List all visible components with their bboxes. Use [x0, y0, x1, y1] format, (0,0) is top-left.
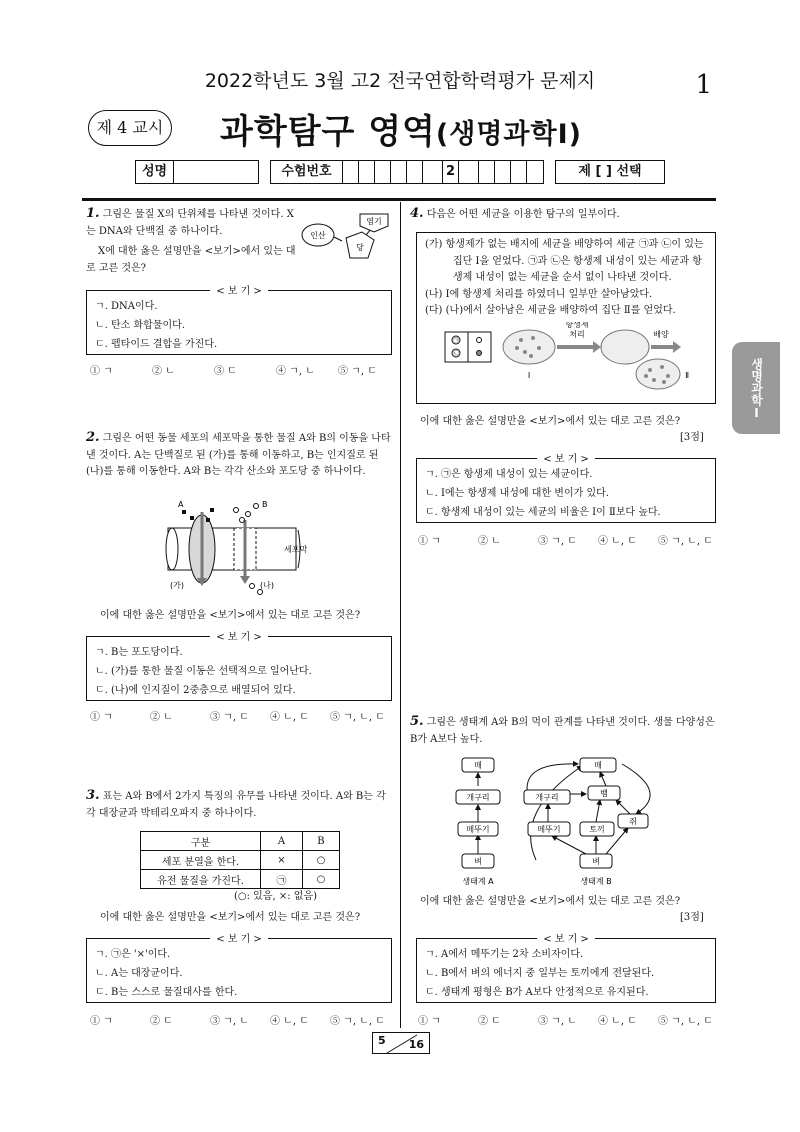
q4-bogi-box: < 보 기 > ㄱ. ㉠은 항생제 내성이 있는 세균이다. ㄴ. Ⅰ에는 항생제 내성에 대한 변이가 있다. ㄷ. 항생제 내성이 있는 세균의 비율은 Ⅰ이 Ⅱ보다 높다. [416, 458, 716, 523]
label-membrane: 세포막 [284, 545, 308, 554]
label-a: A [178, 500, 184, 509]
choice[interactable]: ① ㄱ [90, 1016, 113, 1027]
choice[interactable]: ④ ㄴ, ㄷ [598, 536, 637, 547]
bogi-item: ㄱ. ㉠은 '×'이다. [95, 949, 171, 960]
svg-text:Ⅱ: Ⅱ [685, 370, 689, 380]
bogi-item: ㄷ. 펩타이드 결합을 가진다. [95, 339, 218, 350]
q2-stem: 2. 그림은 어떤 동물 세포의 세포막을 통한 물질 A와 B의 이동을 나타낸 것이다. A는 단백질로 된 (가)를 통해 이동하고, B는 인지질로 된 (나)를 통해 이동한다. A와 B는 각각 산소와 포도당 중 하나이다. [86, 430, 391, 477]
bogi-item: ㄷ. B는 스스로 물질대사를 한다. [95, 987, 238, 998]
svg-text:처리: 처리 [569, 329, 585, 339]
choice[interactable]: ④ ㄱ, ㄴ [276, 366, 315, 377]
choice[interactable]: ④ ㄴ, ㄷ [270, 1016, 309, 1027]
exam-number-label: 수험번호 [271, 161, 343, 183]
label-base: 염기 [366, 217, 382, 226]
subject-sub: (생명과학Ⅰ) [435, 119, 582, 150]
page-counter [372, 1032, 430, 1054]
svg-text:Ⅰ: Ⅰ [527, 370, 531, 380]
bogi-item: ㄴ. Ⅰ에는 항생제 내성에 대한 변이가 있다. [425, 488, 609, 499]
table-header-row: 구분 A B [141, 832, 340, 851]
q2-bogi-box: < 보 기 > ㄱ. B는 포도당이다. ㄴ. (가)를 통한 물질 이동은 선택적으로 일어난다. ㄷ. (나)에 인지질이 2중층으로 배열되어 있다. [86, 636, 392, 701]
choice[interactable]: ① ㄱ [90, 712, 113, 723]
bogi-item: ㄱ. DNA이다. [95, 301, 158, 312]
subject-main: 과학탐구 영역 [220, 112, 436, 152]
page-number: 1 [695, 70, 712, 100]
choice[interactable]: ④ ㄴ, ㄷ [598, 1016, 637, 1027]
svg-text:㉠: ㉠ [452, 337, 460, 344]
q2-choices [90, 708, 394, 723]
label-sugar: 당 [356, 243, 364, 252]
nucleotide-diagram [300, 208, 395, 268]
q2-question: 이에 대한 옳은 설명만을 <보기>에서 있는 대로 고른 것은? [100, 610, 361, 621]
choice[interactable]: ④ ㄴ, ㄷ [270, 712, 309, 723]
choice[interactable]: ③ ㄱ, ㄴ [538, 1016, 577, 1027]
svg-text:매: 매 [594, 761, 602, 770]
choice[interactable]: ⑤ ㄱ, ㄴ, ㄷ [658, 536, 713, 547]
q5-choices [418, 1012, 722, 1027]
q5-question: 이에 대한 옳은 설명만을 <보기>에서 있는 대로 고른 것은? [420, 896, 681, 907]
table-row: 유전 물질을 가진다. ㉠ ○ [141, 870, 340, 889]
q3-question: 이에 대한 옳은 설명만을 <보기>에서 있는 대로 고른 것은? [100, 912, 361, 923]
bogi-item: ㄱ. B는 포도당이다. [95, 647, 183, 658]
bogi-item: ㄴ. B에서 벼의 에너지 중 일부는 토끼에게 전달된다. [425, 968, 655, 979]
svg-text:개구리: 개구리 [535, 793, 559, 802]
page-current: 5 [378, 1034, 386, 1047]
choice[interactable]: ③ ㄱ, ㄴ [210, 1016, 249, 1027]
table-row: 세포 분열을 한다. × ○ [141, 851, 340, 870]
choice[interactable]: ⑤ ㄱ, ㄴ, ㄷ [658, 1016, 713, 1027]
q3-table [140, 831, 340, 889]
q4-step-na: (나) Ⅰ에 항생제 처리를 하였더니 일부만 살아남았다. [425, 288, 653, 300]
svg-text:메뚜기: 메뚜기 [537, 825, 561, 834]
q5-food-web-figure [450, 752, 670, 890]
bogi-item: ㄴ. A는 대장균이다. [95, 968, 183, 979]
name-label: 성명 [136, 161, 174, 183]
cell-membrane-diagram [160, 498, 320, 598]
q4-points: [3점] [680, 432, 704, 443]
choice[interactable]: ⑤ ㄱ, ㄴ, ㄷ [330, 712, 385, 723]
subject-title [220, 104, 582, 153]
q4-stem: 4. 다음은 어떤 세균을 이용한 탐구의 일부이다. [410, 206, 620, 221]
header-rule [82, 198, 716, 201]
choice[interactable]: ① ㄱ [418, 1016, 441, 1027]
bogi-item: ㄱ. ㉠은 항생제 내성이 있는 세균이다. [425, 469, 593, 480]
bogi-item: ㄷ. 생태계 평형은 B가 A보다 안정적으로 유지된다. [425, 987, 649, 998]
eco-b-label: 생태계 B [580, 877, 612, 886]
q4-plate-ii [634, 356, 684, 396]
selection-label: 제 [ ] 선택 [578, 164, 642, 179]
q5-stem: 5. 그림은 생태계 A와 B의 먹이 관계를 나타낸 것이다. 생물 다양성은 B가 A보다 높다. [410, 714, 715, 745]
q4-question: 이에 대한 옳은 설명만을 <보기>에서 있는 대로 고른 것은? [420, 416, 681, 427]
subject-side-tab: 생명과학Ⅰ [732, 342, 780, 434]
choice[interactable]: ② ㄷ [478, 1016, 501, 1027]
bogi-item: ㄷ. 항생제 내성이 있는 세균의 비율은 Ⅰ이 Ⅱ보다 높다. [425, 507, 661, 518]
svg-text:매: 매 [474, 761, 482, 770]
svg-text:㉡: ㉡ [452, 350, 460, 357]
choice[interactable]: ① ㄱ [418, 536, 441, 547]
q3-choices [90, 1012, 394, 1027]
choice[interactable]: ② ㄴ [478, 536, 501, 547]
column-divider [400, 202, 401, 1028]
exam-number-digit: 2 [443, 161, 459, 183]
bogi-item: ㄱ. A에서 메뚜기는 2차 소비자이다. [425, 949, 584, 960]
label-phosphate: 인산 [310, 231, 326, 240]
choice[interactable]: ③ ㄱ, ㄷ [210, 712, 249, 723]
bogi-item: ㄴ. (가)를 통한 물질 이동은 선택적으로 일어난다. [95, 666, 312, 677]
q3-table-legend: (○: 있음, ×: 없음) [234, 891, 318, 902]
choice[interactable]: ③ ㄷ [214, 366, 237, 377]
svg-text:메뚜기: 메뚜기 [466, 825, 490, 834]
eco-a-label: 생태계 A [462, 877, 494, 886]
svg-text:토끼: 토끼 [589, 825, 605, 834]
choice[interactable]: ② ㄴ [150, 712, 173, 723]
name-field [135, 160, 259, 184]
q5-bogi-box: < 보 기 > ㄱ. A에서 메뚜기는 2차 소비자이다. ㄴ. B에서 벼의 에너지 중 일부는 토끼에게 전달된다. ㄷ. 생태계 평형은 B가 A보다 안정적으로 유지된다. [416, 938, 716, 1003]
choice[interactable]: ② ㄴ [152, 366, 175, 377]
svg-text:항생제: 항생제 [565, 321, 589, 329]
choice[interactable]: ⑤ ㄱ, ㄴ, ㄷ [330, 1016, 385, 1027]
svg-text:개구리: 개구리 [466, 793, 490, 802]
choice[interactable]: ⑤ ㄱ, ㄷ [338, 366, 377, 377]
svg-text:벼: 벼 [474, 857, 482, 866]
q1-stem: 1. 그림은 물질 X의 단위체를 나타낸 것이다. X는 DNA와 단백질 중 하나이다. [86, 206, 294, 237]
q5-points: [3점] [680, 912, 704, 923]
svg-text:벼: 벼 [592, 857, 600, 866]
label-ga: (가) [170, 581, 184, 590]
choice[interactable]: ① ㄱ [90, 366, 113, 377]
q1-question: X에 대한 옳은 설명만을 <보기>에서 있는 대로 고른 것은? [86, 246, 296, 274]
q3-bogi-box: < 보 기 > ㄱ. ㉠은 '×'이다. ㄴ. A는 대장균이다. ㄷ. B는 스스로 물질대사를 한다. [86, 938, 392, 1003]
label-b: B [262, 500, 268, 509]
q3-stem: 3. 표는 A와 B에서 2가지 특징의 유무를 나타낸 것이다. A와 B는 각각 대장균과 박테리오파지 중 하나이다. [86, 788, 386, 819]
q1-choices [90, 362, 400, 377]
period-badge: 제 4 교시 [88, 110, 172, 146]
choice[interactable]: ② ㄷ [150, 1016, 173, 1027]
svg-text:쥐: 쥐 [629, 817, 637, 826]
choice[interactable]: ③ ㄱ, ㄷ [538, 536, 577, 547]
q4-step-da: (다) (나)에서 살아남은 세균을 배양하여 집단 Ⅱ를 얻었다. [425, 305, 676, 316]
name-blank [174, 161, 258, 183]
exam-header-title: 2022학년도 3월 고2 전국연합학력평가 문제지 [204, 70, 596, 92]
exam-number-field [270, 160, 544, 184]
svg-text:배양: 배양 [653, 329, 669, 339]
bogi-item: ㄷ. (나)에 인지질이 2중층으로 배열되어 있다. [95, 685, 296, 696]
svg-text:뱀: 뱀 [600, 789, 608, 798]
selection-field [555, 160, 665, 184]
label-na: (나) [260, 581, 274, 590]
q4-choices [418, 532, 722, 547]
q4-step-ga: (가) 항생제가 없는 배지에 세균을 배양하여 세균 ㉠과 ㉡이 있는 집단 Ⅰ을 얻었다. ㉠과 ㉡은 항생제 내성이 있는 세균과 항생제 내성이 없는 세균을 순서 없이 나타낸 것이다. [425, 239, 704, 283]
q1-bogi-box: < 보 기 > ㄱ. DNA이다. ㄴ. 탄소 화합물이다. ㄷ. 펩타이드 결합을 가진다. [86, 290, 392, 355]
page-total: 16 [408, 1038, 424, 1051]
bogi-item: ㄴ. 탄소 화합물이다. [95, 320, 185, 331]
